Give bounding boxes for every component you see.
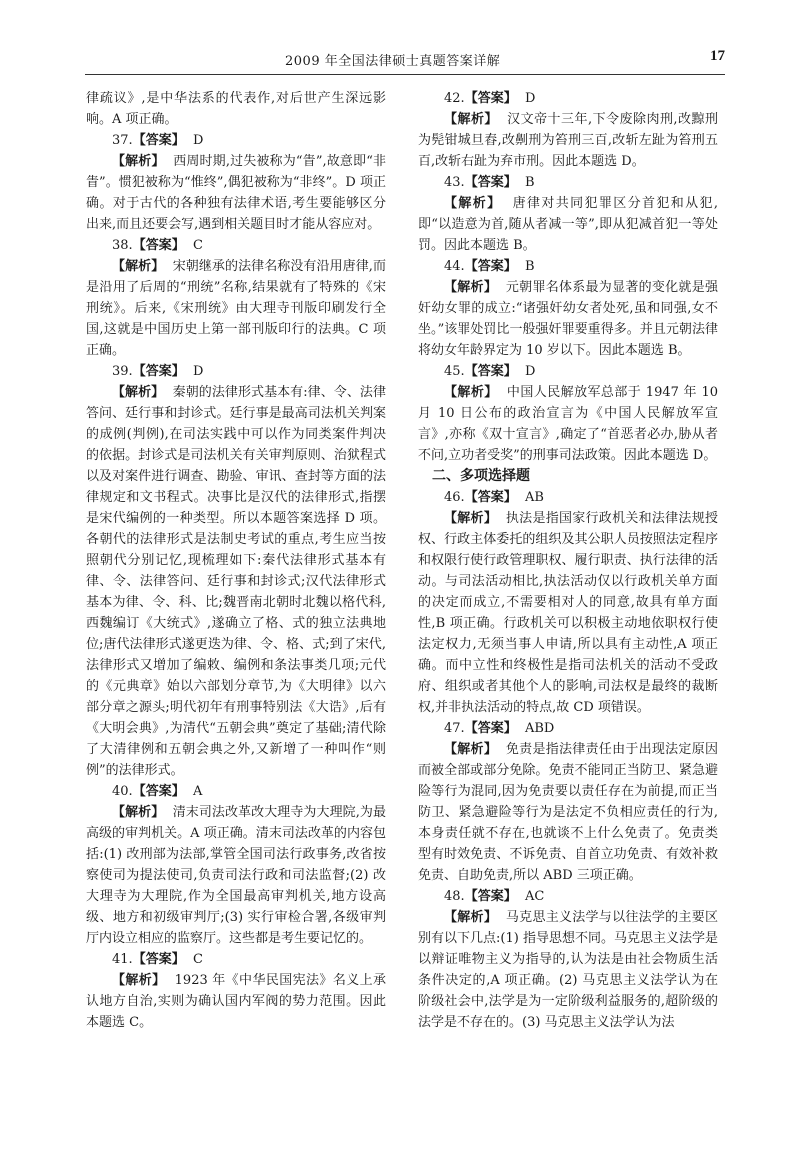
explanation-text: 唐律对共同犯罪区分首犯和从犯,即“以造意为首,随从者减一等”,即从犯减首犯一等处罚。因此本题选 B。 <box>418 196 718 253</box>
explanation-text: 宋朝继承的法律名称没有沿用唐律,而是沿用了后周的“刑统”名称,结果就有了特殊的《宋刑统》。后来,《宋刑统》由大理寺刊版印刷发行全国,这就是中国历史上第一部刊版印行的法典。C 项正确。 <box>86 259 386 358</box>
answer-label: 【答案】 <box>464 91 517 106</box>
question-number: 48. <box>444 889 465 904</box>
question-number: 42. <box>444 91 465 106</box>
explanation-46 <box>418 508 718 718</box>
explanation-text: 1923 年《中华民国宪法》名义上承认地方自治,实则为确认国内军阀的势力范围。因此本题选 C。 <box>86 973 387 1030</box>
question-number: 40. <box>112 784 133 799</box>
answer-value: B <box>524 259 535 274</box>
answer-value: D <box>192 133 204 148</box>
answer-value: C <box>192 238 203 253</box>
answer-40 <box>86 781 386 802</box>
answer-value: A <box>192 784 203 799</box>
right-column <box>418 88 718 1033</box>
explanation-48 <box>418 907 718 1033</box>
answer-46 <box>418 487 718 508</box>
explanation-label: 【解析】 <box>444 511 498 526</box>
answer-44 <box>418 256 718 277</box>
header-title: 2009 年全国法律硕士真题答案详解 <box>285 54 501 69</box>
question-number: 37. <box>112 133 133 148</box>
question-number: 38. <box>112 238 133 253</box>
answer-value: C <box>192 952 203 967</box>
answer-37 <box>86 130 386 151</box>
answer-value: AB <box>524 490 544 505</box>
explanation-text: 执法是指国家行政机关和法律法规授权、行政主体委托的组织及其公职人员按照法定程序和权限行使行政管理职权、履行职责、执行法律的活动。与司法活动相比,执法活动仅以行政机关单方面的决定而成立,不需要相对人的同意,故具有单方面性,B 项正确。行政机关可以积极主动地依职权行使法定权力,无须当事人申请,所以具有主动性,A 项正确。而中立性和终极性是指司法机关的活动不受政府、组织或者其他个人的影响,司法权是最终的裁断权,并非执法活动的特点,故 CD 项错误。 <box>418 511 718 715</box>
explanation-text: 马克思主义法学与以往法学的主要区别有以下几点:(1) 指导思想不同。马克思主义法学是以辩证唯物主义为指导的,认为法是由社会物质生活条件决定的,A 项正确。(2) 马克思主义法学认为在阶级社会中,法学是为一定阶级利益服务的,超阶级的法学是不存在的。(3) 马克思主义法学认为法 <box>418 910 718 1030</box>
question-number: 41. <box>112 952 133 967</box>
question-number: 39. <box>112 364 133 379</box>
answer-label: 【答案】 <box>132 784 185 799</box>
explanation-38 <box>86 256 386 361</box>
explanation-text: 汉文帝十三年,下令废除肉刑,改黥刑为髡钳城旦舂,改劓刑为笞刑三百,改斩左趾为笞刑五百,改斩右趾为弃市刑。因此本题选 D。 <box>418 112 718 169</box>
answer-label: 【答案】 <box>464 889 517 904</box>
answer-label: 【答案】 <box>464 364 517 379</box>
paragraph: 律疏议》,是中华法系的代表作,对后世产生深远影响。A 项正确。 <box>86 91 386 127</box>
explanation-label: 【解析】 <box>112 154 165 169</box>
explanation-label: 【解析】 <box>444 196 502 211</box>
explanation-label: 【解析】 <box>444 112 498 127</box>
answer-41 <box>86 949 386 970</box>
answer-42 <box>418 88 718 109</box>
answer-label: 【答案】 <box>464 259 517 274</box>
page-number: 17 <box>710 48 725 64</box>
explanation-text: 清末司法改革改大理寺为大理院,为最高级的审判机关。A 项正确。清末司法改革的内容包括:(1) 改刑部为法部,掌管全国司法行政事务,改省按察使司为提法使司,负责司法行政和司法监督;(2) 改大理寺为大理院,作为全国最高审判机关,地方设高级、地方和初级审判厅;(3) 实行审检合署,各级审判厅内设立相应的监察厅。这些都是考生要记忆的。 <box>86 805 386 946</box>
explanation-label: 【解析】 <box>112 385 165 400</box>
explanation-text: 中国人民解放军总部于 1947 年 10 月 10 日公布的政治宣言为《中国人民解放军宣言》,亦称《双十宣言》,确定了“首恶者必办,胁从者不问,立功者受奖”的刑事司法政策。因此本题选 D。 <box>418 385 718 463</box>
left-column <box>86 88 386 1033</box>
explanation-43 <box>418 193 718 256</box>
explanation-37 <box>86 151 386 235</box>
explanation-45 <box>418 382 718 466</box>
answer-value: ABD <box>524 721 555 736</box>
explanation-label: 【解析】 <box>444 910 498 925</box>
answer-value: AC <box>524 889 545 904</box>
explanation-label: 【解析】 <box>112 973 166 988</box>
answer-label: 【答案】 <box>132 364 185 379</box>
explanation-text: 元朝罪名体系最为显著的变化就是强奸幼女罪的成立:“诸强奸幼女者处死,虽和同强,女不坐。”该罪处罚比一般强奸罪要重得多。并且元朝法律将幼女年龄界定为 10 岁以下。因此本题选 B。 <box>418 280 718 358</box>
section-heading: 二、多项选择题 <box>432 468 530 484</box>
answer-45 <box>418 361 718 382</box>
answer-label: 【答案】 <box>132 133 185 148</box>
explanation-text: 免责是指法律责任由于出现法定原因而被全部或部分免除。免责不能同正当防卫、紧急避险等行为混同,因为免责要以责任存在为前提,而正当防卫、紧急避险等行为是法定不负相应责任的行为,本身责任就不存在,也就谈不上什么免责了。免责类型有时效免责、不诉免责、自首立功免责、有效补救免责、自助免责,所以 ABD 三项正确。 <box>418 742 718 883</box>
explanation-label: 【解析】 <box>112 805 165 820</box>
explanation-label: 【解析】 <box>444 280 498 295</box>
answer-label: 【答案】 <box>132 238 185 253</box>
answer-value: D <box>524 364 536 379</box>
question-number: 46. <box>444 490 465 505</box>
explanation-label: 【解析】 <box>444 385 498 400</box>
answer-value: D <box>524 91 536 106</box>
answer-label: 【答案】 <box>464 175 517 190</box>
answer-value: B <box>524 175 535 190</box>
question-number: 44. <box>444 259 465 274</box>
answer-label: 【答案】 <box>132 952 185 967</box>
explanation-47 <box>418 739 718 886</box>
answer-value: D <box>192 364 204 379</box>
explanation-text: 秦朝的法律形式基本有:律、令、法律答问、廷行事和封诊式。廷行事是最高司法机关判案的成例(判例),在司法实践中可以作为同类案件判决的依据。封诊式是司法机关有关审判原则、治狱程式以及对案件进行调查、勘验、审讯、查封等方面的法律规定和文书程式。决事比是汉代的法律形式,指摆是宋代编例的一种类型。所以本题答案选择 D 项。各朝代的法律形式是法制史考试的重点,考生应当按照朝代分别记忆,现梳理如下:秦代法律形式基本有律、令、法律答问、廷行事和封诊式;汉代法律形式基本为律、令、科、比;魏晋南北朝时北魏以格代科,西魏编订《大统式》,遂确立了格、式的独立法典地位;唐代法律形式遂更迭为律、令、格、式;到了宋代,法律形式又增加了编敕、编例和条法事类几项;元代的《元典章》始以六部划分章节,为《大明律》以六部分章之源头;明代初年有刑事特别法《大诰》,后有《大明会典》,为清代“五朝会典”奠定了基础;清代除了大清律例和五朝会典之外,又新增了一种叫作“则例”的法律形式。 <box>86 385 386 778</box>
answer-label: 【答案】 <box>464 721 517 736</box>
answer-47 <box>418 718 718 739</box>
question-number: 47. <box>444 721 465 736</box>
answer-label: 【答案】 <box>464 490 517 505</box>
explanation-label: 【解析】 <box>444 742 498 757</box>
explanation-39 <box>86 382 386 781</box>
question-number: 45. <box>444 364 465 379</box>
explanation-42 <box>418 109 718 172</box>
explanation-label: 【解析】 <box>112 259 165 274</box>
explanation-text: 西周时期,过失被称为“眚”,故意即“非眚”。惯犯被称为“惟终”,偶犯被称为“非终”。D 项正确。对于古代的各种独有法律术语,考生要能够区分出来,而且还要会写,遇到相关题目时才能从容应对。 <box>86 154 387 232</box>
explanation-41 <box>86 970 386 1033</box>
answer-43 <box>418 172 718 193</box>
answer-48 <box>418 886 718 907</box>
page-header <box>85 48 725 75</box>
explanation-40 <box>86 802 386 949</box>
explanation-44 <box>418 277 718 361</box>
answer-39 <box>86 361 386 382</box>
answer-38 <box>86 235 386 256</box>
question-number: 43. <box>444 175 465 190</box>
